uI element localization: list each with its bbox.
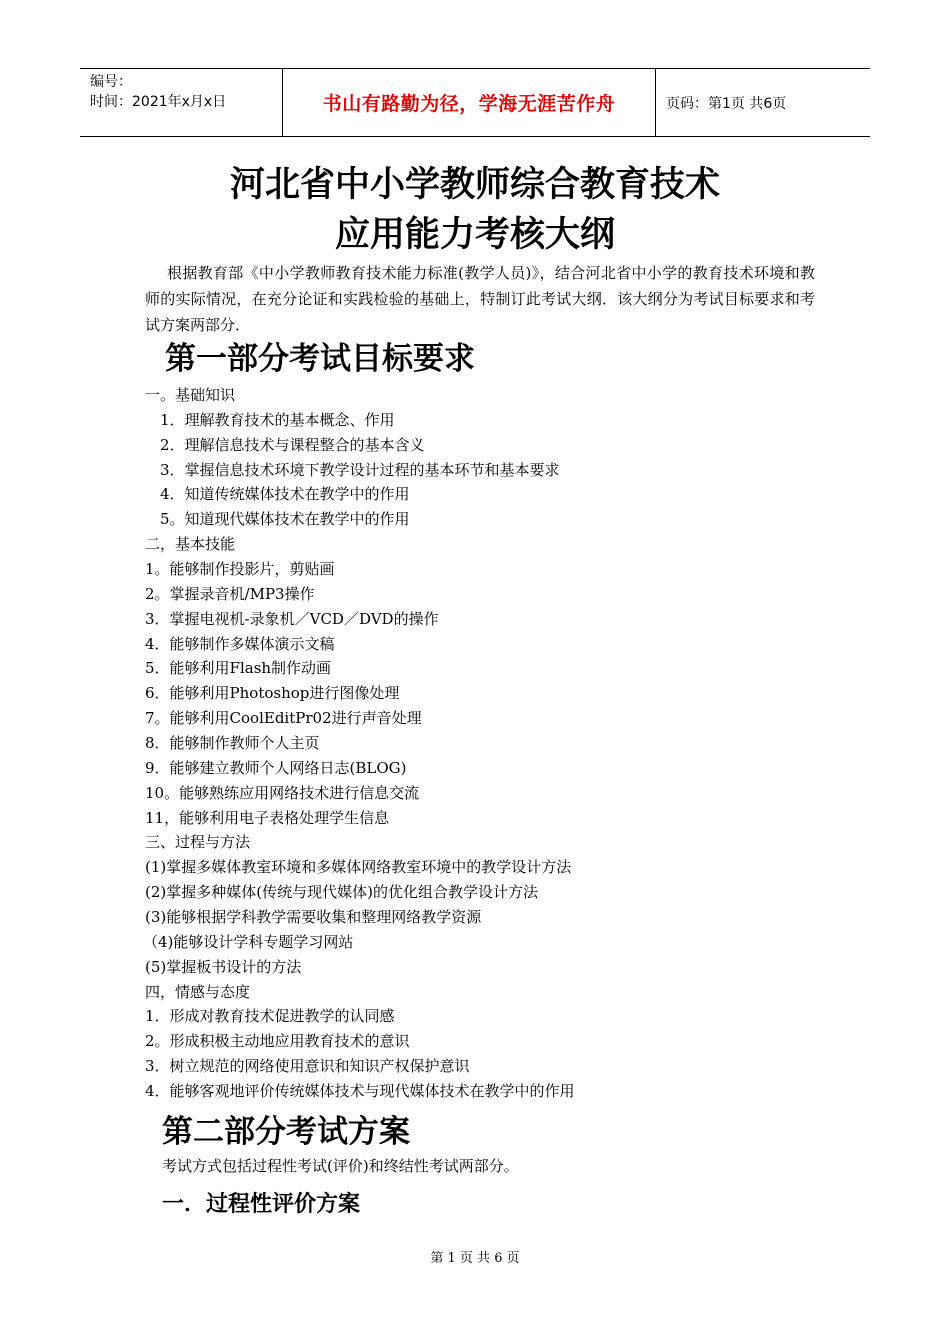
part1-line: (1)掌握多媒体教室环境和多媒体网络教室环境中的教学设计方法 [145,858,572,876]
part1-line: (2)掌握多种媒体(传统与现代媒体)的优化组合教学设计方法 [145,883,538,901]
header-motto-cell [282,69,656,136]
part1-line: 4．能够客观地评价传统媒体技术与现代媒体技术在教学中的作用 [145,1082,575,1100]
part1-line: 2．理解信息技术与课程整合的基本含义 [160,436,425,454]
part1-line: 7。能够利用CoolEditPr02进行声音处理 [145,709,422,727]
part1-line: 四，情感与态度 [145,983,251,1001]
part1-line: 3．掌握电视机-录象机／VCD／DVD的操作 [145,610,439,628]
number-label: 编号： [90,74,132,90]
part1-line: 11，能够利用电子表格处理学生信息 [145,809,390,827]
part1-line: 三、过程与方法 [145,833,251,851]
part1-line: 3．树立规范的网络使用意识和知识产权保护意识 [145,1057,470,1075]
header-table [80,68,870,137]
part1-line: (5)掌握板书设计的方法 [145,958,302,976]
part1-line: 一。基础知识 [145,386,236,404]
time-label: 时间：2021年x月x日 [90,94,227,110]
header-info-cell [80,69,282,136]
part1-line: 3．掌握信息技术环境下教学设计过程的基本环节和基本要求 [160,461,560,479]
part1-line: （4)能够设计学科专题学习网站 [143,933,354,951]
part1-line: 2。形成积极主动地应用教育技术的意识 [145,1032,410,1050]
part1-heading: 第一部分考试目标要求 [165,341,475,377]
part1-line: 8．能够制作教师个人主页 [145,734,320,752]
part2-subheading: 一．过程性评价方案 [162,1192,361,1217]
page-label: 页码：第1页 共6页 [666,95,787,112]
part1-line: 5．能够利用Flash制作动画 [145,659,332,677]
part1-line: 1．形成对教育技术促进教学的认同感 [145,1007,395,1025]
part2-heading: 第二部分考试方案 [162,1114,410,1150]
part1-line: 1．理解教育技术的基本概念、作用 [160,411,395,429]
motto-text: 书山有路勤为径，学海无涯苦作舟 [322,93,616,115]
part1-line: 二，基本技能 [145,535,236,553]
header-page-cell [656,69,870,136]
part1-line: 1。能够制作投影片，剪贴画 [145,560,335,578]
part1-line: (3)能够根据学科教学需要收集和整理网络教学资源 [145,908,482,926]
document-title-line2: 应用能力考核大纲 [334,215,615,255]
document-title-line1: 河北省中小学教师综合教育技术 [229,165,720,205]
part1-line: 2。掌握录音机/MP3操作 [145,585,315,603]
part1-line: 9．能够建立教师个人网络日志(BLOG) [145,759,407,777]
part1-line: 6．能够利用Photoshop进行图像处理 [145,684,400,702]
part2-intro: 考试方式包括过程性考试(评价)和终结性考试两部分。 [162,1157,519,1175]
part1-line: 10。能够熟练应用网络技术进行信息交流 [145,784,420,802]
intro-paragraph: 根据教育部《中小学教师教育技术能力标准(教学人员)》，结合河北省中小学的教育技术环境和教师的实际情况，在充分论证和实践检验的基础上，特制订此考试大纲．该大纲分为考试目标要求和考试方案两部分． [145,264,815,334]
page-footer: 第 1 页 共 6 页 [430,1251,520,1266]
part1-line: 4．能够制作多媒体演示文稿 [145,635,335,653]
part1-line: 4．知道传统媒体技术在教学中的作用 [160,485,410,503]
part1-line: 5。知道现代媒体技术在教学中的作用 [160,510,410,528]
